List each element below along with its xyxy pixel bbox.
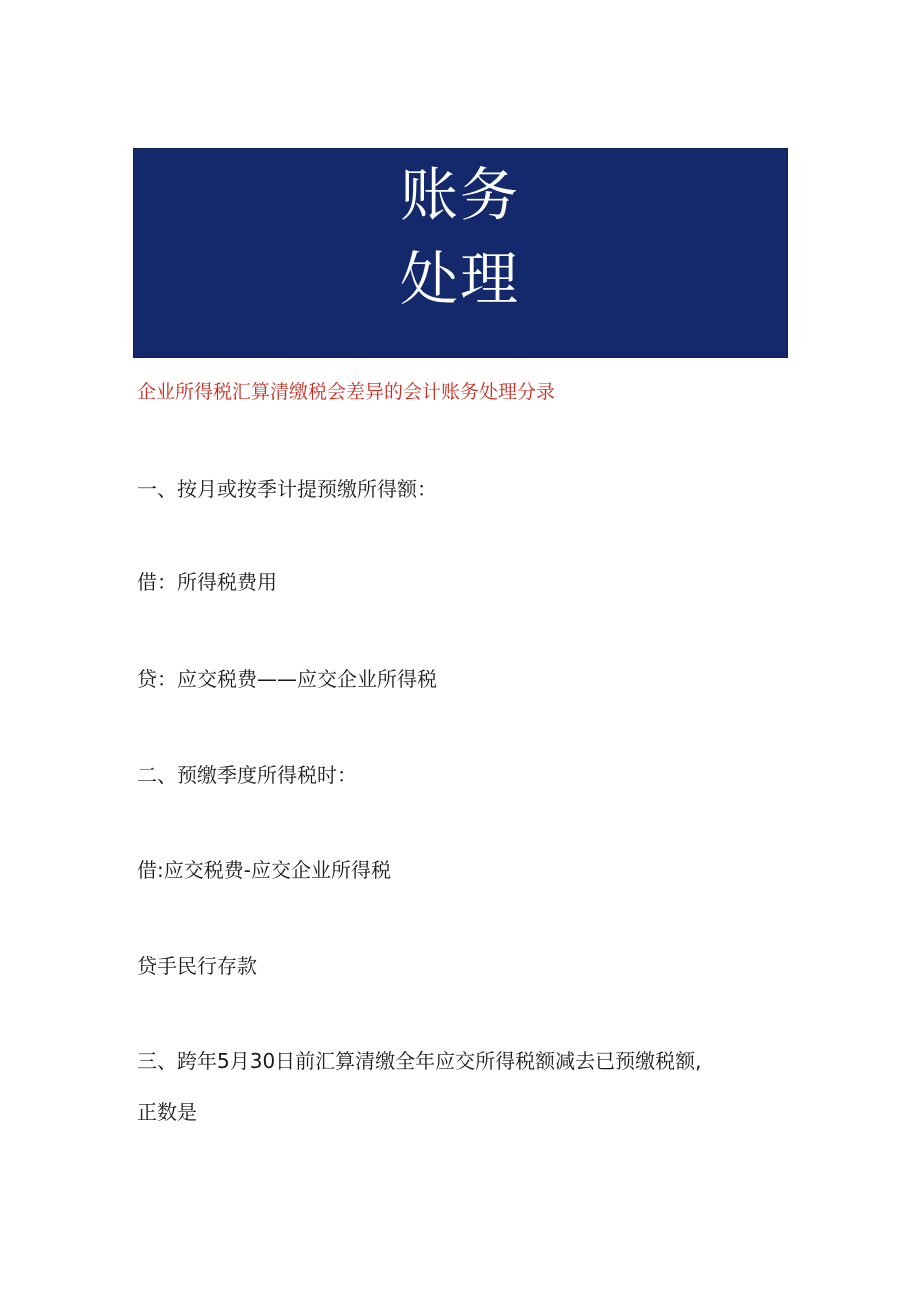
section-heading-1: 一、按月或按季计提预缴所得额： (137, 477, 437, 501)
journal-debit-2: 借:应交税费-应交企业所得税 (137, 858, 391, 882)
section-heading-2: 二、预缴季度所得税时： (137, 763, 357, 787)
journal-debit-1: 借：所得税费用 (137, 570, 277, 594)
document-subtitle: 企业所得税汇算清缴税会差异的会计账务处理分录 (137, 381, 556, 403)
banner-title-line-2: 处理 (399, 245, 520, 313)
banner-title-line-1: 账务 (399, 161, 520, 229)
section-heading-3-continued: 正数是 (137, 1100, 197, 1124)
section-heading-3: 三、跨年5月30日前汇算清缴全年应交所得税额减去已预缴税额, (137, 1049, 702, 1073)
journal-credit-1: 贷：应交税费——应交企业所得税 (137, 667, 437, 691)
journal-credit-2: 贷手民行存款 (137, 954, 257, 978)
